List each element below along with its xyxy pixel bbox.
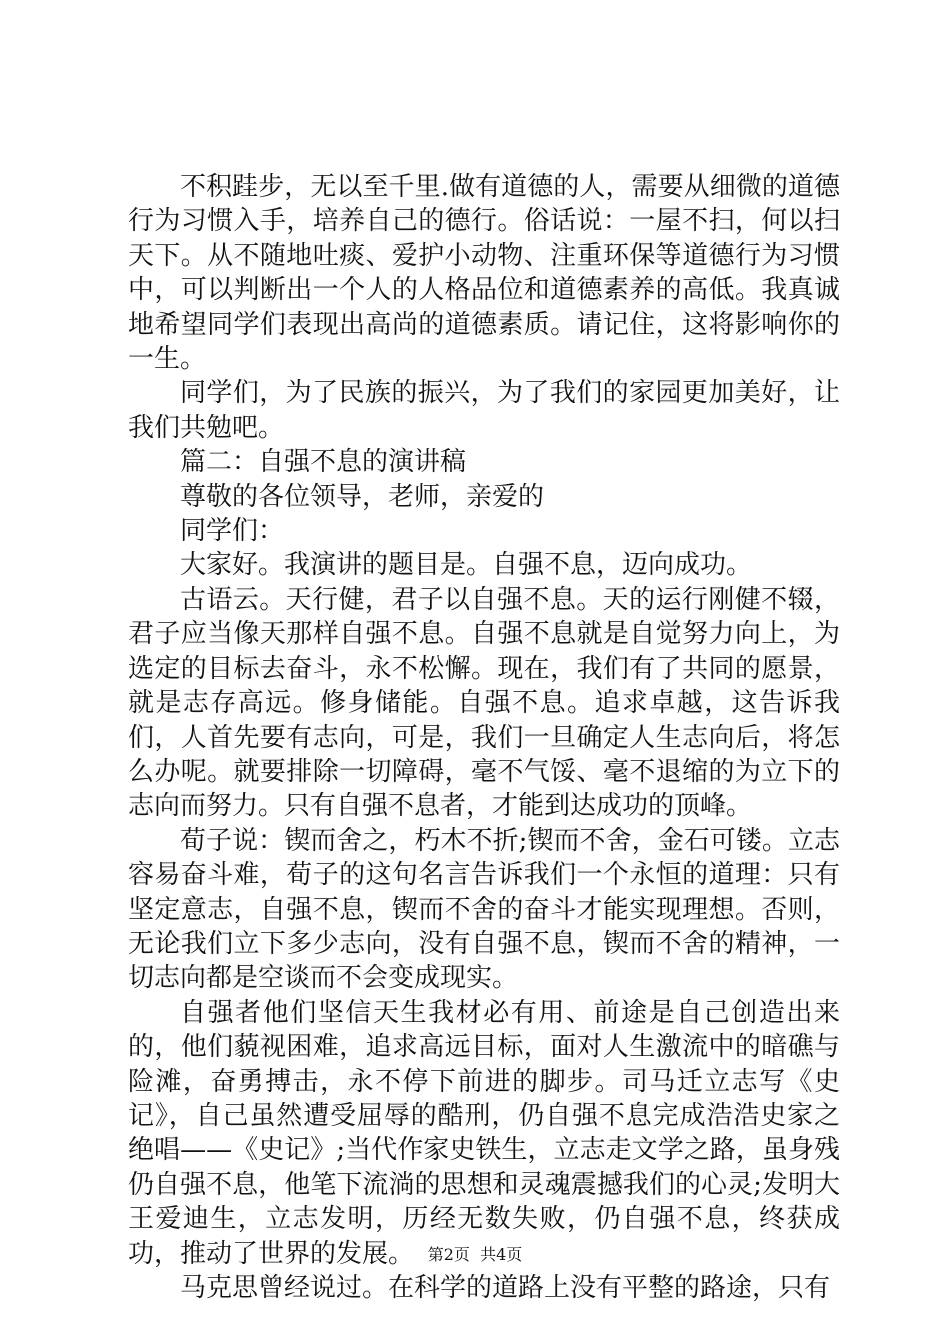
document-body xyxy=(128,170,840,1305)
section-heading: 篇二：自强不息的演讲稿 xyxy=(180,447,467,478)
page-number: 第2页 xyxy=(427,1245,470,1264)
page-footer xyxy=(0,1245,950,1265)
paragraph-1: 不积跬步，无以至千里.做有道德的人，需要从细微的道德行为习惯入手，培养自己的德行。俗话说：一屋不扫，何以扫天下。从不随地吐痰、爱护小动物、注重环保等道德行为习惯中，可以判断出一个人的人格品位和道德素养的高低。我真诚地希望同学们表现出高尚的道德素质。请记住，这将影响你的一生。 xyxy=(128,172,840,375)
paragraph-3: 古语云。天行健，君子以自强不息。天的运行刚健不辍，君子应当像天那样自强不息。自强不息就是自觉努力向上，为选定的目标去奋斗，永不松懈。现在，我们有了共同的愿景，就是志存高远。修身储能。自强不息。追求卓越，这告诉我们，人首先要有志向，可是，我们一旦确定人生志向后，将怎么办呢。就要排除一切障碍，毫不气馁、毫不退缩的为立下的志向而努力。只有自强不息者，才能到达成功的顶峰。 xyxy=(128,584,840,822)
paragraph-6: 马克思曾经说过。在科学的道路上没有平整的路途，只有 xyxy=(180,1273,831,1303)
salutation-line: 尊敬的各位领导，老师，亲爱的 xyxy=(180,481,545,512)
paragraph-5: 自强者他们坚信天生我材必有用、前途是自己创造出来的，他们藐视困难，追求高远目标，面对人生激流中的暗礁与险滩，奋勇搏击，永不停下前进的脚步。司马迁立志写《史记》，自己虽然遭受屈辱的酷刑，仍自强不息完成浩浩史家之绝唱——《史记》;当代作家史铁生，立志走文学之路，虽身残仍自强不息，他笔下流淌的思想和灵魂震撼我们的心灵;发明大王爱迪生，立志发明，历经无数失败，仍自强不息，终获成功，推动了世界的发展。 xyxy=(128,997,840,1269)
page-total: 共4页 xyxy=(480,1245,523,1264)
paragraph-greeting: 大家好。我演讲的题目是。自强不息，迈向成功。 xyxy=(180,550,753,581)
paragraph-2: 同学们，为了民族的振兴，为了我们的家园更加美好，让我们共勉吧。 xyxy=(128,378,840,443)
paragraph-4: 荀子说：锲而舍之，朽木不折;锲而不舍，金石可镂。立志容易奋斗难，荀子的这句名言告诉我们一个永恒的道理：只有坚定意志，自强不息，锲而不舍的奋斗才能实现理想。否则，无论我们立下多少志向，没有自强不息，锲而不舍的精神，一切志向都是空谈而不会变成现实。 xyxy=(128,825,840,994)
salutation-line-2: 同学们： xyxy=(180,516,285,547)
